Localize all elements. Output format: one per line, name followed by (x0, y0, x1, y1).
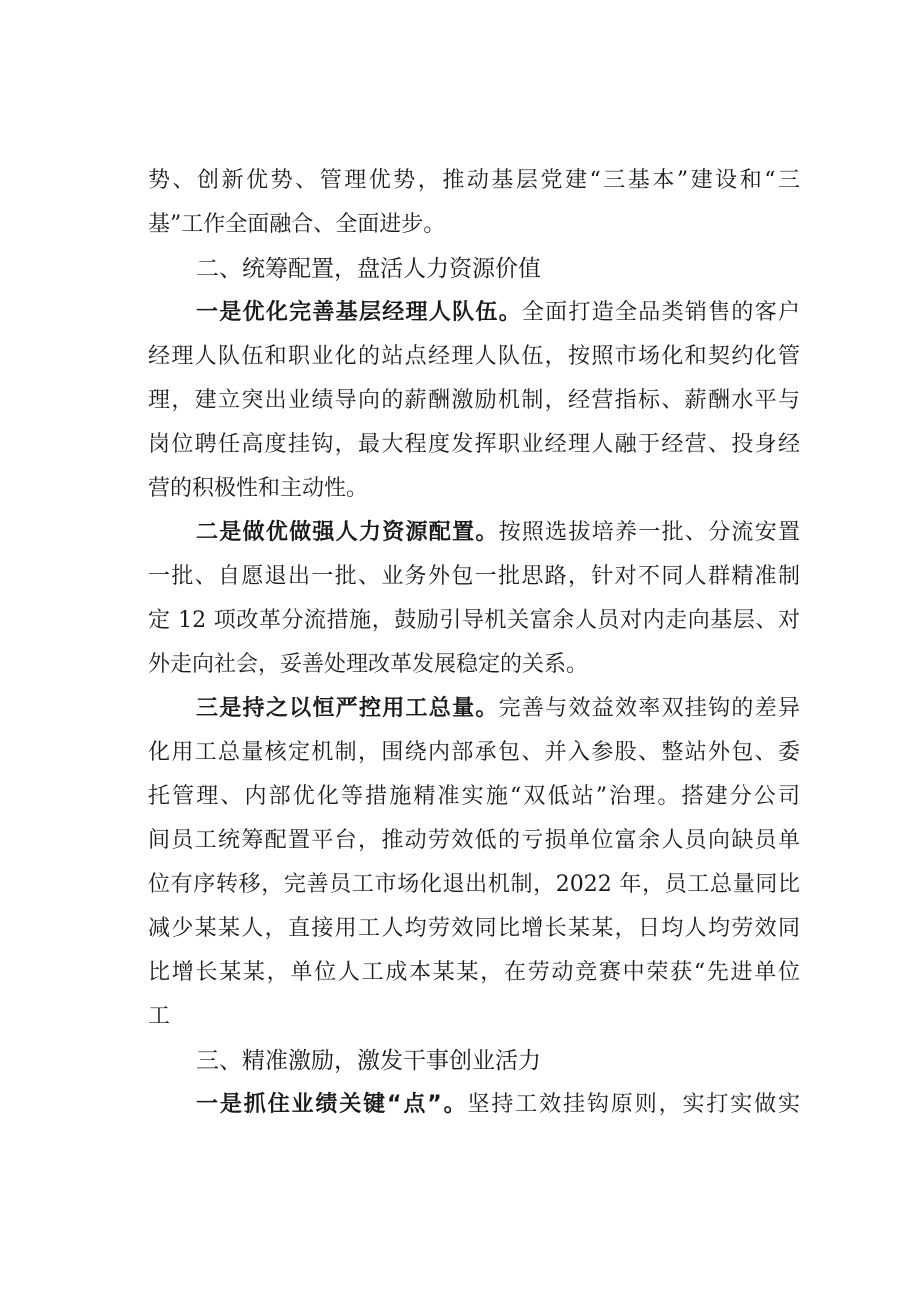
paragraph-2-line-1-text: 按照选拔培养一批、分流安置 (498, 520, 800, 545)
paragraph-3-line-8: 工 (148, 1004, 171, 1029)
paragraph-1-line-1 (196, 298, 800, 328)
paragraph-3-line-6: 减少某某人，直接用工人均劳效同比增长某某，日均人均劳效同 (148, 916, 800, 941)
paragraph-2-line-2: 一批、自愿退出一批、业务外包一批思路，针对不同人群精准制 (148, 564, 800, 589)
paragraph-1-line-5: 营的积极性和主动性。 (148, 476, 369, 501)
section-heading-3: 三、精准激励，激发干事创业活力 (196, 1048, 541, 1074)
paragraph-3-line-1 (196, 694, 800, 724)
intro-line-2: 基”工作全面融合、全面进步。 (148, 212, 446, 237)
paragraph-4-lead: 一是抓住业绩关键“点”。 (196, 1092, 468, 1117)
paragraph-3-line-2: 化用工总量核定机制，围绕内部承包、并入参股、整站外包、委 (148, 740, 800, 765)
paragraph-2-line-4: 外走向社会，妥善处理改革发展稳定的关系。 (148, 652, 589, 677)
paragraph-1-line-3: 理，建立突出业绩导向的薪酬激励机制，经营指标、薪酬水平与 (148, 388, 800, 413)
paragraph-2-line-1 (196, 518, 800, 548)
paragraph-1-lead: 一是优化完善基层经理人队伍。 (196, 300, 522, 325)
paragraph-4-line-1 (196, 1090, 800, 1120)
intro-line-1: 势、创新优势、管理优势，推动基层党建“三基本”建设和“三 (148, 168, 800, 193)
paragraph-1-line-2: 经理人队伍和职业化的站点经理人队伍，按照市场化和契约化管 (148, 344, 800, 369)
paragraph-2-line-3: 定 12 项改革分流措施，鼓励引导机关富余人员对内走向基层、对 (148, 608, 800, 633)
paragraph-3-line-4: 间员工统筹配置平台，推动劳效低的亏损单位富余人员向缺员单 (148, 828, 800, 853)
paragraph-2-lead: 二是做优做强人力资源配置。 (196, 520, 499, 545)
paragraph-1-line-1-text: 全面打造全品类销售的客户 (521, 300, 800, 325)
paragraph-3-lead: 三是持之以恒严控用工总量。 (196, 696, 499, 721)
paragraph-4-line-1-text: 坚持工效挂钩原则，实打实做实 (467, 1092, 800, 1117)
paragraph-3-line-7: 比增长某某，单位人工成本某某，在劳动竞赛中荣获“先进单位 (148, 960, 800, 985)
paragraph-3-line-3: 托管理、内部优化等措施精准实施“双低站”治理。搭建分公司 (148, 784, 800, 809)
paragraph-1-line-4: 岗位聘任高度挂钩，最大程度发挥职业经理人融于经营、投身经 (148, 432, 800, 457)
paragraph-3-line-5: 位有序转移，完善员工市场化退出机制，2022 年，员工总量同比 (148, 872, 800, 897)
section-heading-2: 二、统筹配置，盘活人力资源价值 (196, 256, 541, 282)
paragraph-3-line-1-text: 完善与效益效率双挂钩的差异 (498, 696, 800, 721)
